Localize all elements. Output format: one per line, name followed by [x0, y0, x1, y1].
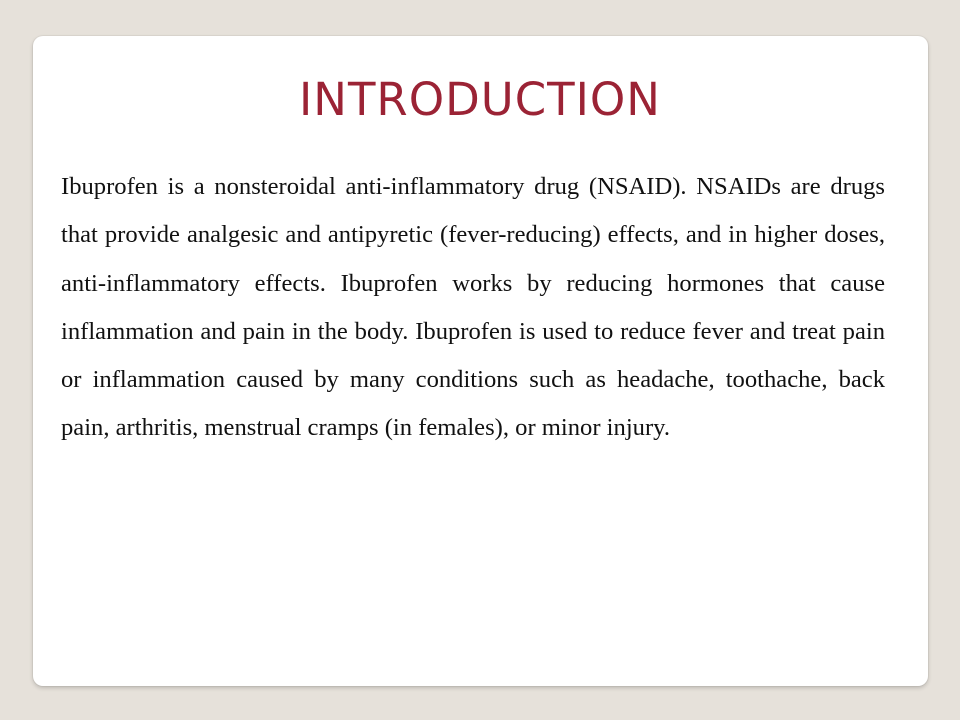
slide-title: INTRODUCTION — [299, 73, 661, 126]
slide-body-text: Ibuprofen is a nonsteroidal anti-inflammatory drug (NSAID). NSAIDs are drugs that provide analgesic and antipyretic (fever-reducing) effects, and in higher doses, anti-inflammatory effects. Ibuprofen works by reducing hormones that cause inflammation and pain in the body. Ibuprofen is used to reduce fever and treat pain or inflammation caused by many conditions such as headache, toothache, back pain, arthritis, menstrual cramps (in females), or minor injury. — [61, 173, 885, 442]
